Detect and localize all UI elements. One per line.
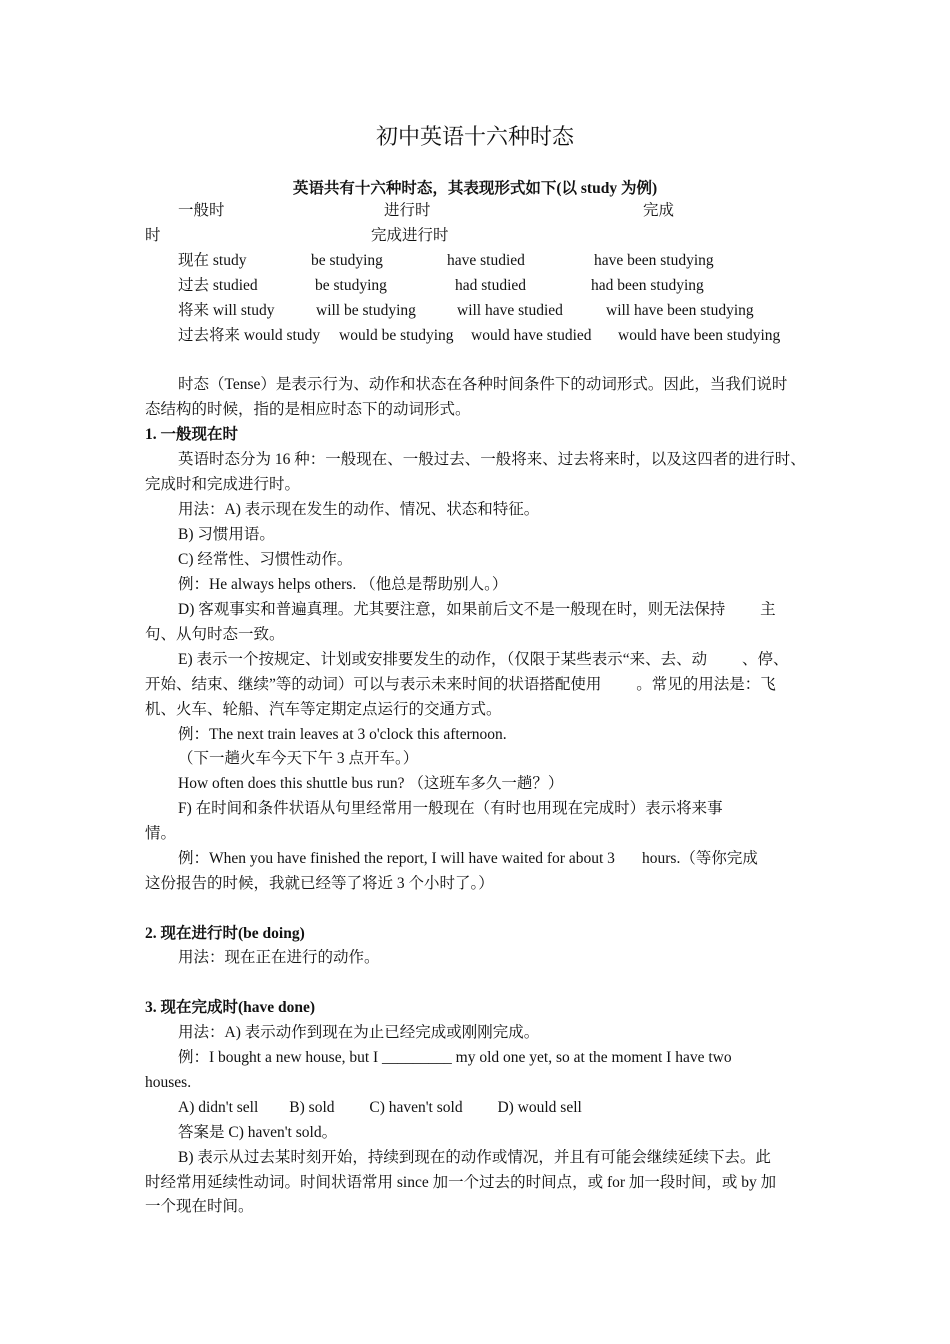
paragraph-line: 英语时态分为 16 种：一般现在、一般过去、一般将来、过去将来时，以及这四者的进行时、 bbox=[178, 451, 806, 468]
paragraph-line: C) 经常性、习惯性动作。 bbox=[178, 551, 353, 568]
paragraph-line: 一个现在时间。 bbox=[145, 1198, 254, 1215]
answer-options: A) didn't sell B) sold C) haven't sold D) would sell bbox=[178, 1099, 582, 1116]
paragraph-line: B) 表示从过去某时刻开始，持续到现在的动作或情况，并且有可能会继续延续下去。此 bbox=[178, 1149, 771, 1166]
example-line: How often does this shuttle bus run? （这班车多久一趟？） bbox=[178, 775, 564, 792]
paragraph-line: 情。 bbox=[145, 825, 177, 842]
paragraph-line: D) 客观事实和普遍真理。尤其要注意，如果前后文不是一般现在时，则无法保持 主 bbox=[178, 601, 776, 618]
table-header: 完成 bbox=[643, 202, 675, 219]
table-cell: had studied bbox=[455, 277, 527, 294]
example-line: （下一趟火车今天下午 3 点开车。） bbox=[178, 750, 419, 767]
paragraph-line: E) 表示一个按规定、计划或安排要发生的动作，（仅限于某些表示“来、去、动 、停、 bbox=[178, 651, 789, 668]
table-cell: had been studying bbox=[591, 277, 704, 294]
table-cell: be studying bbox=[311, 252, 383, 269]
table-cell: be studying bbox=[315, 277, 387, 294]
paragraph-line: 态结构的时候，指的是相应时态下的动词形式。 bbox=[145, 401, 471, 418]
table-cell: will have studied bbox=[457, 302, 563, 319]
subtitle: 英语共有十六种时态，其表现形式如下(以 study 为例) bbox=[292, 180, 658, 197]
table-cell: 过去 studied bbox=[178, 277, 258, 294]
paragraph-line: 句、从句时态一致。 bbox=[145, 626, 285, 643]
paragraph-line: 用法：现在正在进行的动作。 bbox=[178, 949, 380, 966]
table-cell: would have studied bbox=[471, 327, 592, 344]
table-cell: 现在 study bbox=[178, 252, 247, 269]
paragraph-line: 机、火车、轮船、汽车等定期定点运行的交通方式。 bbox=[145, 701, 502, 718]
example-line: houses. bbox=[145, 1074, 192, 1091]
paragraph-line: B) 习惯用语。 bbox=[178, 526, 275, 543]
table-header: 进行时 bbox=[384, 202, 431, 219]
table-cell: will have been studying bbox=[606, 302, 754, 319]
section-heading: 3. 现在完成时(have done) bbox=[145, 999, 316, 1016]
table-header: 完成进行时 bbox=[371, 227, 449, 244]
table-cell: would be studying bbox=[339, 327, 454, 344]
example-line: 例：When you have finished the report, I will have waited for about 3 hours.（等你完成 bbox=[178, 850, 758, 867]
paragraph-line: 完成时和完成进行时。 bbox=[145, 476, 301, 493]
table-cell: have been studying bbox=[594, 252, 714, 269]
example-line: 例：He always helps others. （他总是帮助别人。） bbox=[178, 576, 508, 593]
example-line: 这份报告的时候，我就已经等了将近 3 个小时了。） bbox=[145, 875, 494, 892]
paragraph-line: 时经常用延续性动词。时间状语常用 since 加一个过去的时间点，或 for 加一段时间，或 by 加 bbox=[145, 1174, 777, 1191]
answer-line: 答案是 C) haven't sold。 bbox=[178, 1124, 338, 1141]
table-cell: 将来 will study bbox=[178, 302, 275, 319]
paragraph-line: 用法：A) 表示动作到现在为止已经完成或刚刚完成。 bbox=[178, 1024, 540, 1041]
table-header: 时 bbox=[145, 227, 161, 244]
section-heading: 1. 一般现在时 bbox=[145, 426, 239, 443]
paragraph-line: 开始、结束、继续”等的动词）可以与表示未来时间的状语搭配使用 。常见的用法是：飞 bbox=[145, 676, 776, 693]
table-cell: will be studying bbox=[316, 302, 416, 319]
paragraph-line: 时态（Tense）是表示行为、动作和状态在各种时间条件下的动词形式。因此，当我们说时 bbox=[178, 376, 788, 393]
example-line: 例：I bought a new house, but I _________ my old one yet, so at the moment I have two bbox=[178, 1049, 732, 1066]
section-heading: 2. 现在进行时(be doing) bbox=[145, 925, 305, 942]
table-cell: would have been studying bbox=[618, 327, 781, 344]
paragraph-line: 用法：A) 表示现在发生的动作、情况、状态和特征。 bbox=[178, 501, 540, 518]
example-line: 例：The next train leaves at 3 o'clock this afternoon. bbox=[178, 726, 507, 743]
table-cell: 过去将来 would study bbox=[178, 327, 321, 344]
table-header: 一般时 bbox=[178, 202, 225, 219]
table-cell: have studied bbox=[447, 252, 525, 269]
paragraph-line: F) 在时间和条件状语从句里经常用一般现在（有时也用现在完成时）表示将来事 bbox=[178, 800, 723, 817]
page-title: 初中英语十六种时态 bbox=[375, 125, 574, 150]
